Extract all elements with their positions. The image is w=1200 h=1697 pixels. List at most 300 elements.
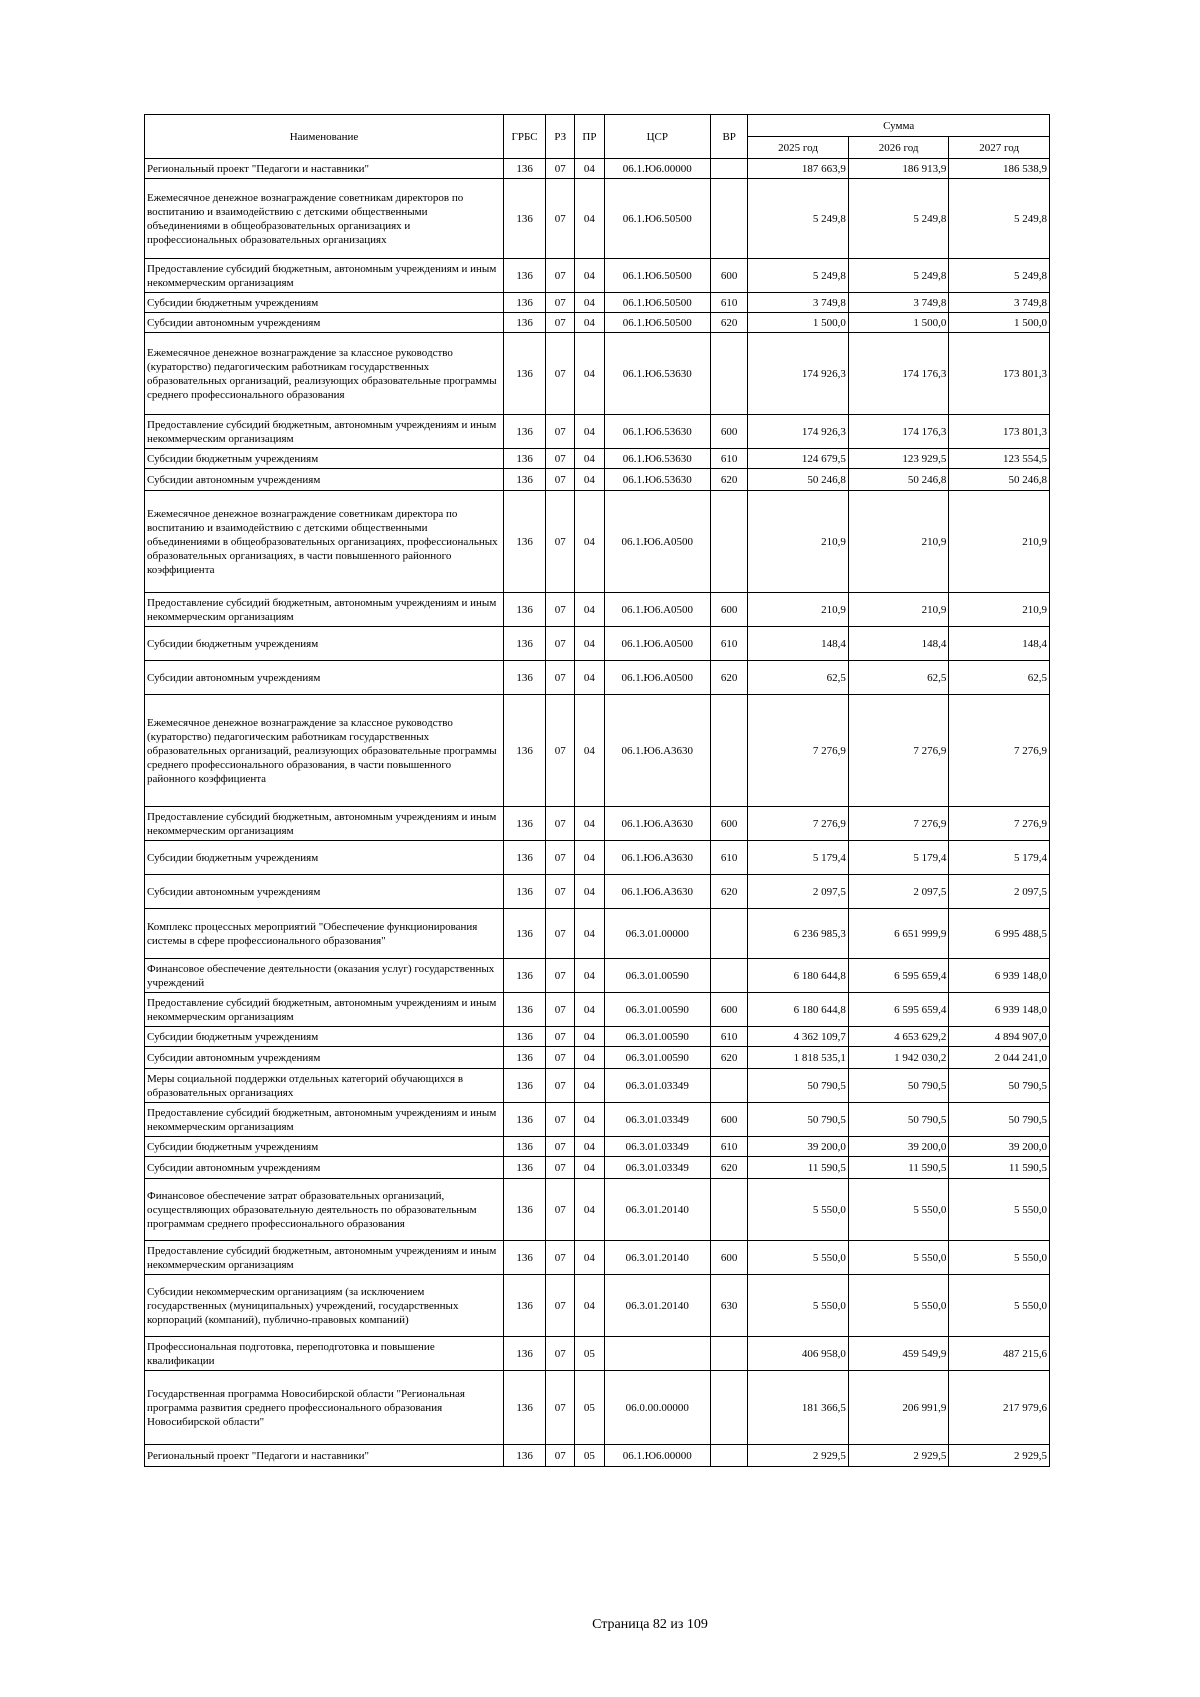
row-vr: 610 — [711, 293, 748, 313]
header-rz: РЗ — [546, 115, 575, 159]
row-rz: 07 — [546, 627, 575, 661]
row-sum-2025: 5 179,4 — [748, 841, 849, 875]
row-csr: 06.1.Ю6.А3630 — [604, 875, 711, 909]
row-rz: 07 — [546, 1371, 575, 1445]
row-grbs: 136 — [503, 1069, 545, 1103]
row-vr: 620 — [711, 469, 748, 491]
table-row — [145, 491, 1050, 593]
row-sum-2026: 2 097,5 — [848, 875, 949, 909]
row-name: Субсидии бюджетным учреждениям — [145, 449, 504, 469]
row-rz: 07 — [546, 875, 575, 909]
row-grbs: 136 — [503, 293, 545, 313]
row-csr: 06.3.01.03349 — [604, 1069, 711, 1103]
row-rz: 07 — [546, 333, 575, 415]
row-csr: 06.1.Ю6.50500 — [604, 179, 711, 259]
row-pr: 04 — [575, 313, 604, 333]
row-pr: 04 — [575, 259, 604, 293]
row-sum-2027: 5 550,0 — [949, 1179, 1050, 1241]
row-rz: 07 — [546, 959, 575, 993]
row-csr: 06.1.Ю6.50500 — [604, 293, 711, 313]
row-sum-2027: 39 200,0 — [949, 1137, 1050, 1157]
row-sum-2026: 5 550,0 — [848, 1241, 949, 1275]
row-sum-2026: 7 276,9 — [848, 807, 949, 841]
row-csr: 06.3.01.20140 — [604, 1179, 711, 1241]
row-pr: 04 — [575, 469, 604, 491]
table-row — [145, 313, 1050, 333]
row-pr: 04 — [575, 593, 604, 627]
row-sum-2025: 1 500,0 — [748, 313, 849, 333]
row-sum-2025: 50 790,5 — [748, 1103, 849, 1137]
header-year-2027: 2027 год — [949, 137, 1050, 159]
row-name: Региональный проект "Педагоги и наставники" — [145, 159, 504, 179]
row-grbs: 136 — [503, 1241, 545, 1275]
header-csr: ЦСР — [604, 115, 711, 159]
row-grbs: 136 — [503, 1275, 545, 1337]
row-name: Ежемесячное денежное вознаграждение за классное руководство (кураторство) педагогическим работникам государственных образовательных организаций, реализующих образовательные программы среднего профессионального образования — [145, 333, 504, 415]
row-vr: 600 — [711, 807, 748, 841]
row-sum-2026: 7 276,9 — [848, 695, 949, 807]
row-grbs: 136 — [503, 841, 545, 875]
row-name: Профессиональная подготовка, переподготовка и повышение квалификации — [145, 1337, 504, 1371]
row-grbs: 136 — [503, 469, 545, 491]
row-sum-2025: 1 818 535,1 — [748, 1047, 849, 1069]
row-vr: 620 — [711, 1157, 748, 1179]
row-sum-2026: 50 790,5 — [848, 1103, 949, 1137]
row-sum-2027: 50 790,5 — [949, 1103, 1050, 1137]
table-row — [145, 993, 1050, 1027]
row-pr: 05 — [575, 1337, 604, 1371]
row-name: Субсидии автономным учреждениям — [145, 313, 504, 333]
table-row — [145, 909, 1050, 959]
table-row — [145, 333, 1050, 415]
row-grbs: 136 — [503, 627, 545, 661]
row-pr: 04 — [575, 1179, 604, 1241]
row-vr: 600 — [711, 1103, 748, 1137]
row-csr: 06.1.Ю6.А3630 — [604, 841, 711, 875]
row-grbs: 136 — [503, 593, 545, 627]
row-pr: 04 — [575, 627, 604, 661]
row-name: Субсидии бюджетным учреждениям — [145, 1137, 504, 1157]
row-sum-2027: 5 249,8 — [949, 259, 1050, 293]
table-row — [145, 1275, 1050, 1337]
row-sum-2027: 7 276,9 — [949, 695, 1050, 807]
row-vr: 600 — [711, 593, 748, 627]
table-row — [145, 1027, 1050, 1047]
row-rz: 07 — [546, 1275, 575, 1337]
table-row — [145, 1179, 1050, 1241]
row-sum-2025: 6 180 644,8 — [748, 959, 849, 993]
table-row — [145, 1241, 1050, 1275]
row-sum-2026: 5 249,8 — [848, 179, 949, 259]
row-name: Субсидии бюджетным учреждениям — [145, 1027, 504, 1047]
row-sum-2025: 174 926,3 — [748, 333, 849, 415]
row-csr: 06.1.Ю6.А0500 — [604, 627, 711, 661]
row-vr — [711, 1069, 748, 1103]
row-grbs: 136 — [503, 695, 545, 807]
row-sum-2025: 406 958,0 — [748, 1337, 849, 1371]
row-rz: 07 — [546, 491, 575, 593]
row-sum-2026: 11 590,5 — [848, 1157, 949, 1179]
row-sum-2027: 3 749,8 — [949, 293, 1050, 313]
row-rz: 07 — [546, 449, 575, 469]
row-rz: 07 — [546, 841, 575, 875]
row-grbs: 136 — [503, 1179, 545, 1241]
row-rz: 07 — [546, 695, 575, 807]
row-sum-2027: 1 500,0 — [949, 313, 1050, 333]
row-grbs: 136 — [503, 313, 545, 333]
row-grbs: 136 — [503, 449, 545, 469]
row-grbs: 136 — [503, 993, 545, 1027]
header-year-2025: 2025 год — [748, 137, 849, 159]
row-pr: 04 — [575, 993, 604, 1027]
row-sum-2026: 186 913,9 — [848, 159, 949, 179]
row-sum-2026: 6 595 659,4 — [848, 993, 949, 1027]
row-sum-2025: 210,9 — [748, 491, 849, 593]
row-name: Субсидии автономным учреждениям — [145, 875, 504, 909]
row-name: Субсидии некоммерческим организациям (за исключением государственных (муниципальных) учреждений, государственных корпораций (компаний), публично-правовых компаний) — [145, 1275, 504, 1337]
row-rz: 07 — [546, 293, 575, 313]
table-row — [145, 469, 1050, 491]
row-vr — [711, 695, 748, 807]
row-rz: 07 — [546, 1445, 575, 1467]
table-body — [145, 159, 1050, 1467]
row-grbs: 136 — [503, 1445, 545, 1467]
row-name: Предоставление субсидий бюджетным, автономным учреждениям и иным некоммерческим организациям — [145, 1103, 504, 1137]
row-sum-2025: 6 180 644,8 — [748, 993, 849, 1027]
table-row — [145, 807, 1050, 841]
row-name: Предоставление субсидий бюджетным, автономным учреждениям и иным некоммерческим организациям — [145, 807, 504, 841]
row-pr: 04 — [575, 1241, 604, 1275]
row-vr: 620 — [711, 661, 748, 695]
row-csr: 06.1.Ю6.53630 — [604, 469, 711, 491]
row-name: Субсидии бюджетным учреждениям — [145, 841, 504, 875]
row-sum-2025: 5 249,8 — [748, 259, 849, 293]
row-csr: 06.1.Ю6.А0500 — [604, 593, 711, 627]
row-csr: 06.1.Ю6.50500 — [604, 313, 711, 333]
row-vr: 620 — [711, 875, 748, 909]
table-row — [145, 661, 1050, 695]
row-csr: 06.1.Ю6.А0500 — [604, 661, 711, 695]
row-csr: 06.1.Ю6.А3630 — [604, 807, 711, 841]
row-csr: 06.3.01.00590 — [604, 1027, 711, 1047]
row-sum-2027: 5 550,0 — [949, 1241, 1050, 1275]
row-csr: 06.3.01.00590 — [604, 1047, 711, 1069]
row-pr: 04 — [575, 1103, 604, 1137]
row-vr: 600 — [711, 993, 748, 1027]
row-sum-2026: 5 179,4 — [848, 841, 949, 875]
table-row — [145, 1445, 1050, 1467]
row-sum-2025: 2 929,5 — [748, 1445, 849, 1467]
row-sum-2027: 50 246,8 — [949, 469, 1050, 491]
row-sum-2026: 174 176,3 — [848, 415, 949, 449]
row-sum-2027: 123 554,5 — [949, 449, 1050, 469]
row-sum-2025: 3 749,8 — [748, 293, 849, 313]
row-name: Субсидии автономным учреждениям — [145, 469, 504, 491]
row-pr: 04 — [575, 1047, 604, 1069]
row-sum-2025: 5 550,0 — [748, 1179, 849, 1241]
table-row — [145, 1337, 1050, 1371]
row-csr: 06.1.Ю6.53630 — [604, 449, 711, 469]
row-grbs: 136 — [503, 259, 545, 293]
row-sum-2027: 210,9 — [949, 491, 1050, 593]
row-pr: 04 — [575, 909, 604, 959]
row-sum-2027: 173 801,3 — [949, 415, 1050, 449]
row-pr: 05 — [575, 1445, 604, 1467]
row-vr: 610 — [711, 1027, 748, 1047]
row-csr: 06.3.01.00000 — [604, 909, 711, 959]
row-pr: 05 — [575, 1371, 604, 1445]
row-name: Предоставление субсидий бюджетным, автономным учреждениям и иным некоммерческим организациям — [145, 993, 504, 1027]
row-vr — [711, 333, 748, 415]
row-rz: 07 — [546, 179, 575, 259]
row-grbs: 136 — [503, 415, 545, 449]
row-sum-2025: 4 362 109,7 — [748, 1027, 849, 1047]
row-sum-2026: 206 991,9 — [848, 1371, 949, 1445]
row-sum-2026: 3 749,8 — [848, 293, 949, 313]
row-csr: 06.3.01.03349 — [604, 1137, 711, 1157]
table-row — [145, 841, 1050, 875]
row-csr: 06.3.01.03349 — [604, 1103, 711, 1137]
row-rz: 07 — [546, 1137, 575, 1157]
row-csr: 06.1.Ю6.А3630 — [604, 695, 711, 807]
row-sum-2027: 487 215,6 — [949, 1337, 1050, 1371]
row-pr: 04 — [575, 1275, 604, 1337]
row-sum-2027: 2 929,5 — [949, 1445, 1050, 1467]
row-name: Предоставление субсидий бюджетным, автономным учреждениям и иным некоммерческим организациям — [145, 593, 504, 627]
row-sum-2027: 5 179,4 — [949, 841, 1050, 875]
row-sum-2025: 181 366,5 — [748, 1371, 849, 1445]
row-sum-2026: 148,4 — [848, 627, 949, 661]
row-name: Предоставление субсидий бюджетным, автономным учреждениям и иным некоммерческим организациям — [145, 1241, 504, 1275]
row-sum-2026: 50 790,5 — [848, 1069, 949, 1103]
table-row — [145, 179, 1050, 259]
row-pr: 04 — [575, 333, 604, 415]
row-grbs: 136 — [503, 909, 545, 959]
row-vr: 610 — [711, 627, 748, 661]
row-sum-2026: 1 500,0 — [848, 313, 949, 333]
row-sum-2025: 50 246,8 — [748, 469, 849, 491]
row-pr: 04 — [575, 491, 604, 593]
row-pr: 04 — [575, 1137, 604, 1157]
row-name: Меры социальной поддержки отдельных категорий обучающихся в образовательных организациях — [145, 1069, 504, 1103]
row-csr: 06.1.Ю6.00000 — [604, 159, 711, 179]
row-pr: 04 — [575, 415, 604, 449]
row-sum-2026: 123 929,5 — [848, 449, 949, 469]
table-header — [145, 115, 1050, 159]
row-vr: 620 — [711, 313, 748, 333]
row-sum-2027: 50 790,5 — [949, 1069, 1050, 1103]
row-csr: 06.1.Ю6.00000 — [604, 1445, 711, 1467]
row-grbs: 136 — [503, 1157, 545, 1179]
header-grbs: ГРБС — [503, 115, 545, 159]
row-sum-2026: 2 929,5 — [848, 1445, 949, 1467]
row-sum-2026: 210,9 — [848, 593, 949, 627]
row-sum-2025: 7 276,9 — [748, 695, 849, 807]
table-row — [145, 1371, 1050, 1445]
row-sum-2027: 5 550,0 — [949, 1275, 1050, 1337]
row-sum-2026: 5 249,8 — [848, 259, 949, 293]
row-grbs: 136 — [503, 661, 545, 695]
row-name: Субсидии автономным учреждениям — [145, 1047, 504, 1069]
row-sum-2027: 173 801,3 — [949, 333, 1050, 415]
row-name: Предоставление субсидий бюджетным, автономным учреждениям и иным некоммерческим организациям — [145, 259, 504, 293]
row-rz: 07 — [546, 259, 575, 293]
table-row — [145, 259, 1050, 293]
row-sum-2026: 1 942 030,2 — [848, 1047, 949, 1069]
row-grbs: 136 — [503, 959, 545, 993]
header-year-2026: 2026 год — [848, 137, 949, 159]
row-sum-2027: 2 097,5 — [949, 875, 1050, 909]
row-vr — [711, 1337, 748, 1371]
row-vr: 610 — [711, 1137, 748, 1157]
row-name: Государственная программа Новосибирской области "Региональная программа развития среднего профессионального образования Новосибирской области" — [145, 1371, 504, 1445]
row-rz: 07 — [546, 1179, 575, 1241]
row-sum-2027: 5 249,8 — [949, 179, 1050, 259]
row-vr — [711, 1371, 748, 1445]
table-row — [145, 1047, 1050, 1069]
row-sum-2026: 4 653 629,2 — [848, 1027, 949, 1047]
row-sum-2025: 187 663,9 — [748, 159, 849, 179]
row-sum-2027: 6 939 148,0 — [949, 959, 1050, 993]
row-csr: 06.3.01.00590 — [604, 993, 711, 1027]
row-sum-2027: 210,9 — [949, 593, 1050, 627]
row-sum-2025: 148,4 — [748, 627, 849, 661]
row-name: Ежемесячное денежное вознаграждение советникам директора по воспитанию и взаимодействию с детскими общественными объединениями в общеобразовательных организациях, профессиональных образовательных организациях, в части повышенного районного коэффициента — [145, 491, 504, 593]
row-sum-2027: 62,5 — [949, 661, 1050, 695]
row-rz: 07 — [546, 1103, 575, 1137]
row-rz: 07 — [546, 1047, 575, 1069]
row-sum-2025: 210,9 — [748, 593, 849, 627]
row-pr: 04 — [575, 1027, 604, 1047]
row-csr: 06.3.01.20140 — [604, 1241, 711, 1275]
row-name: Субсидии автономным учреждениям — [145, 661, 504, 695]
row-pr: 04 — [575, 695, 604, 807]
row-csr: 06.3.01.00590 — [604, 959, 711, 993]
table-row — [145, 1069, 1050, 1103]
table-row — [145, 875, 1050, 909]
row-rz: 07 — [546, 807, 575, 841]
row-name: Субсидии автономным учреждениям — [145, 1157, 504, 1179]
row-sum-2026: 459 549,9 — [848, 1337, 949, 1371]
row-rz: 07 — [546, 1069, 575, 1103]
row-grbs: 136 — [503, 1371, 545, 1445]
table-row — [145, 1103, 1050, 1137]
row-vr: 620 — [711, 1047, 748, 1069]
row-rz: 07 — [546, 593, 575, 627]
budget-table — [144, 114, 1050, 1467]
table-row — [145, 449, 1050, 469]
row-csr — [604, 1337, 711, 1371]
row-sum-2026: 62,5 — [848, 661, 949, 695]
row-sum-2026: 6 595 659,4 — [848, 959, 949, 993]
row-grbs: 136 — [503, 1047, 545, 1069]
row-rz: 07 — [546, 1337, 575, 1371]
row-sum-2025: 11 590,5 — [748, 1157, 849, 1179]
table-row — [145, 293, 1050, 313]
row-vr — [711, 491, 748, 593]
row-name: Субсидии бюджетным учреждениям — [145, 293, 504, 313]
row-name: Предоставление субсидий бюджетным, автономным учреждениям и иным некоммерческим организациям — [145, 415, 504, 449]
row-csr: 06.3.01.20140 — [604, 1275, 711, 1337]
header-vr: ВР — [711, 115, 748, 159]
row-sum-2025: 62,5 — [748, 661, 849, 695]
row-name: Субсидии бюджетным учреждениям — [145, 627, 504, 661]
row-sum-2027: 6 995 488,5 — [949, 909, 1050, 959]
row-sum-2026: 210,9 — [848, 491, 949, 593]
table-row — [145, 627, 1050, 661]
row-csr: 06.1.Ю6.А0500 — [604, 491, 711, 593]
row-name: Финансовое обеспечение затрат образовательных организаций, осуществляющих образовательную деятельность по образовательным программам среднего профессионального образования — [145, 1179, 504, 1241]
row-sum-2025: 5 249,8 — [748, 179, 849, 259]
row-csr: 06.3.01.03349 — [604, 1157, 711, 1179]
row-pr: 04 — [575, 875, 604, 909]
row-pr: 04 — [575, 449, 604, 469]
row-sum-2026: 50 246,8 — [848, 469, 949, 491]
row-sum-2027: 2 044 241,0 — [949, 1047, 1050, 1069]
row-grbs: 136 — [503, 1137, 545, 1157]
row-pr: 04 — [575, 1157, 604, 1179]
table-row — [145, 593, 1050, 627]
row-sum-2025: 39 200,0 — [748, 1137, 849, 1157]
table-row — [145, 959, 1050, 993]
row-sum-2025: 124 679,5 — [748, 449, 849, 469]
row-rz: 07 — [546, 661, 575, 695]
row-sum-2027: 11 590,5 — [949, 1157, 1050, 1179]
header-sum: Сумма — [748, 115, 1050, 137]
row-pr: 04 — [575, 807, 604, 841]
row-grbs: 136 — [503, 179, 545, 259]
table-row — [145, 415, 1050, 449]
row-rz: 07 — [546, 313, 575, 333]
row-sum-2027: 7 276,9 — [949, 807, 1050, 841]
row-csr: 06.1.Ю6.53630 — [604, 415, 711, 449]
row-grbs: 136 — [503, 1337, 545, 1371]
row-sum-2027: 148,4 — [949, 627, 1050, 661]
row-sum-2026: 174 176,3 — [848, 333, 949, 415]
row-grbs: 136 — [503, 333, 545, 415]
row-sum-2025: 2 097,5 — [748, 875, 849, 909]
row-vr — [711, 909, 748, 959]
row-grbs: 136 — [503, 875, 545, 909]
row-sum-2025: 5 550,0 — [748, 1275, 849, 1337]
row-csr: 06.0.00.00000 — [604, 1371, 711, 1445]
row-sum-2026: 5 550,0 — [848, 1275, 949, 1337]
row-sum-2027: 217 979,6 — [949, 1371, 1050, 1445]
row-name: Ежемесячное денежное вознаграждение советникам директоров по воспитанию и взаимодействию с детскими общественными объединениями в общеобразовательных организациях и профессиональных образовательных организациях — [145, 179, 504, 259]
row-sum-2025: 174 926,3 — [748, 415, 849, 449]
table-row — [145, 695, 1050, 807]
row-sum-2025: 5 550,0 — [748, 1241, 849, 1275]
row-rz: 07 — [546, 909, 575, 959]
row-name: Комплекс процессных мероприятий "Обеспечение функционирования системы в сфере профессионального образования" — [145, 909, 504, 959]
row-rz: 07 — [546, 993, 575, 1027]
page-number: Страница 82 из 109 — [592, 1617, 708, 1632]
row-vr: 630 — [711, 1275, 748, 1337]
row-rz: 07 — [546, 415, 575, 449]
row-rz: 07 — [546, 469, 575, 491]
table-row — [145, 159, 1050, 179]
row-rz: 07 — [546, 159, 575, 179]
row-sum-2026: 39 200,0 — [848, 1137, 949, 1157]
row-vr — [711, 959, 748, 993]
row-name: Ежемесячное денежное вознаграждение за классное руководство (кураторство) педагогическим работникам государственных образовательных организаций, реализующих образовательные программы среднего профессионального образования, в части повышенного районного коэффициента — [145, 695, 504, 807]
row-vr — [711, 159, 748, 179]
row-grbs: 136 — [503, 159, 545, 179]
row-csr: 06.1.Ю6.50500 — [604, 259, 711, 293]
row-sum-2027: 4 894 907,0 — [949, 1027, 1050, 1047]
table-row — [145, 1157, 1050, 1179]
row-sum-2026: 5 550,0 — [848, 1179, 949, 1241]
